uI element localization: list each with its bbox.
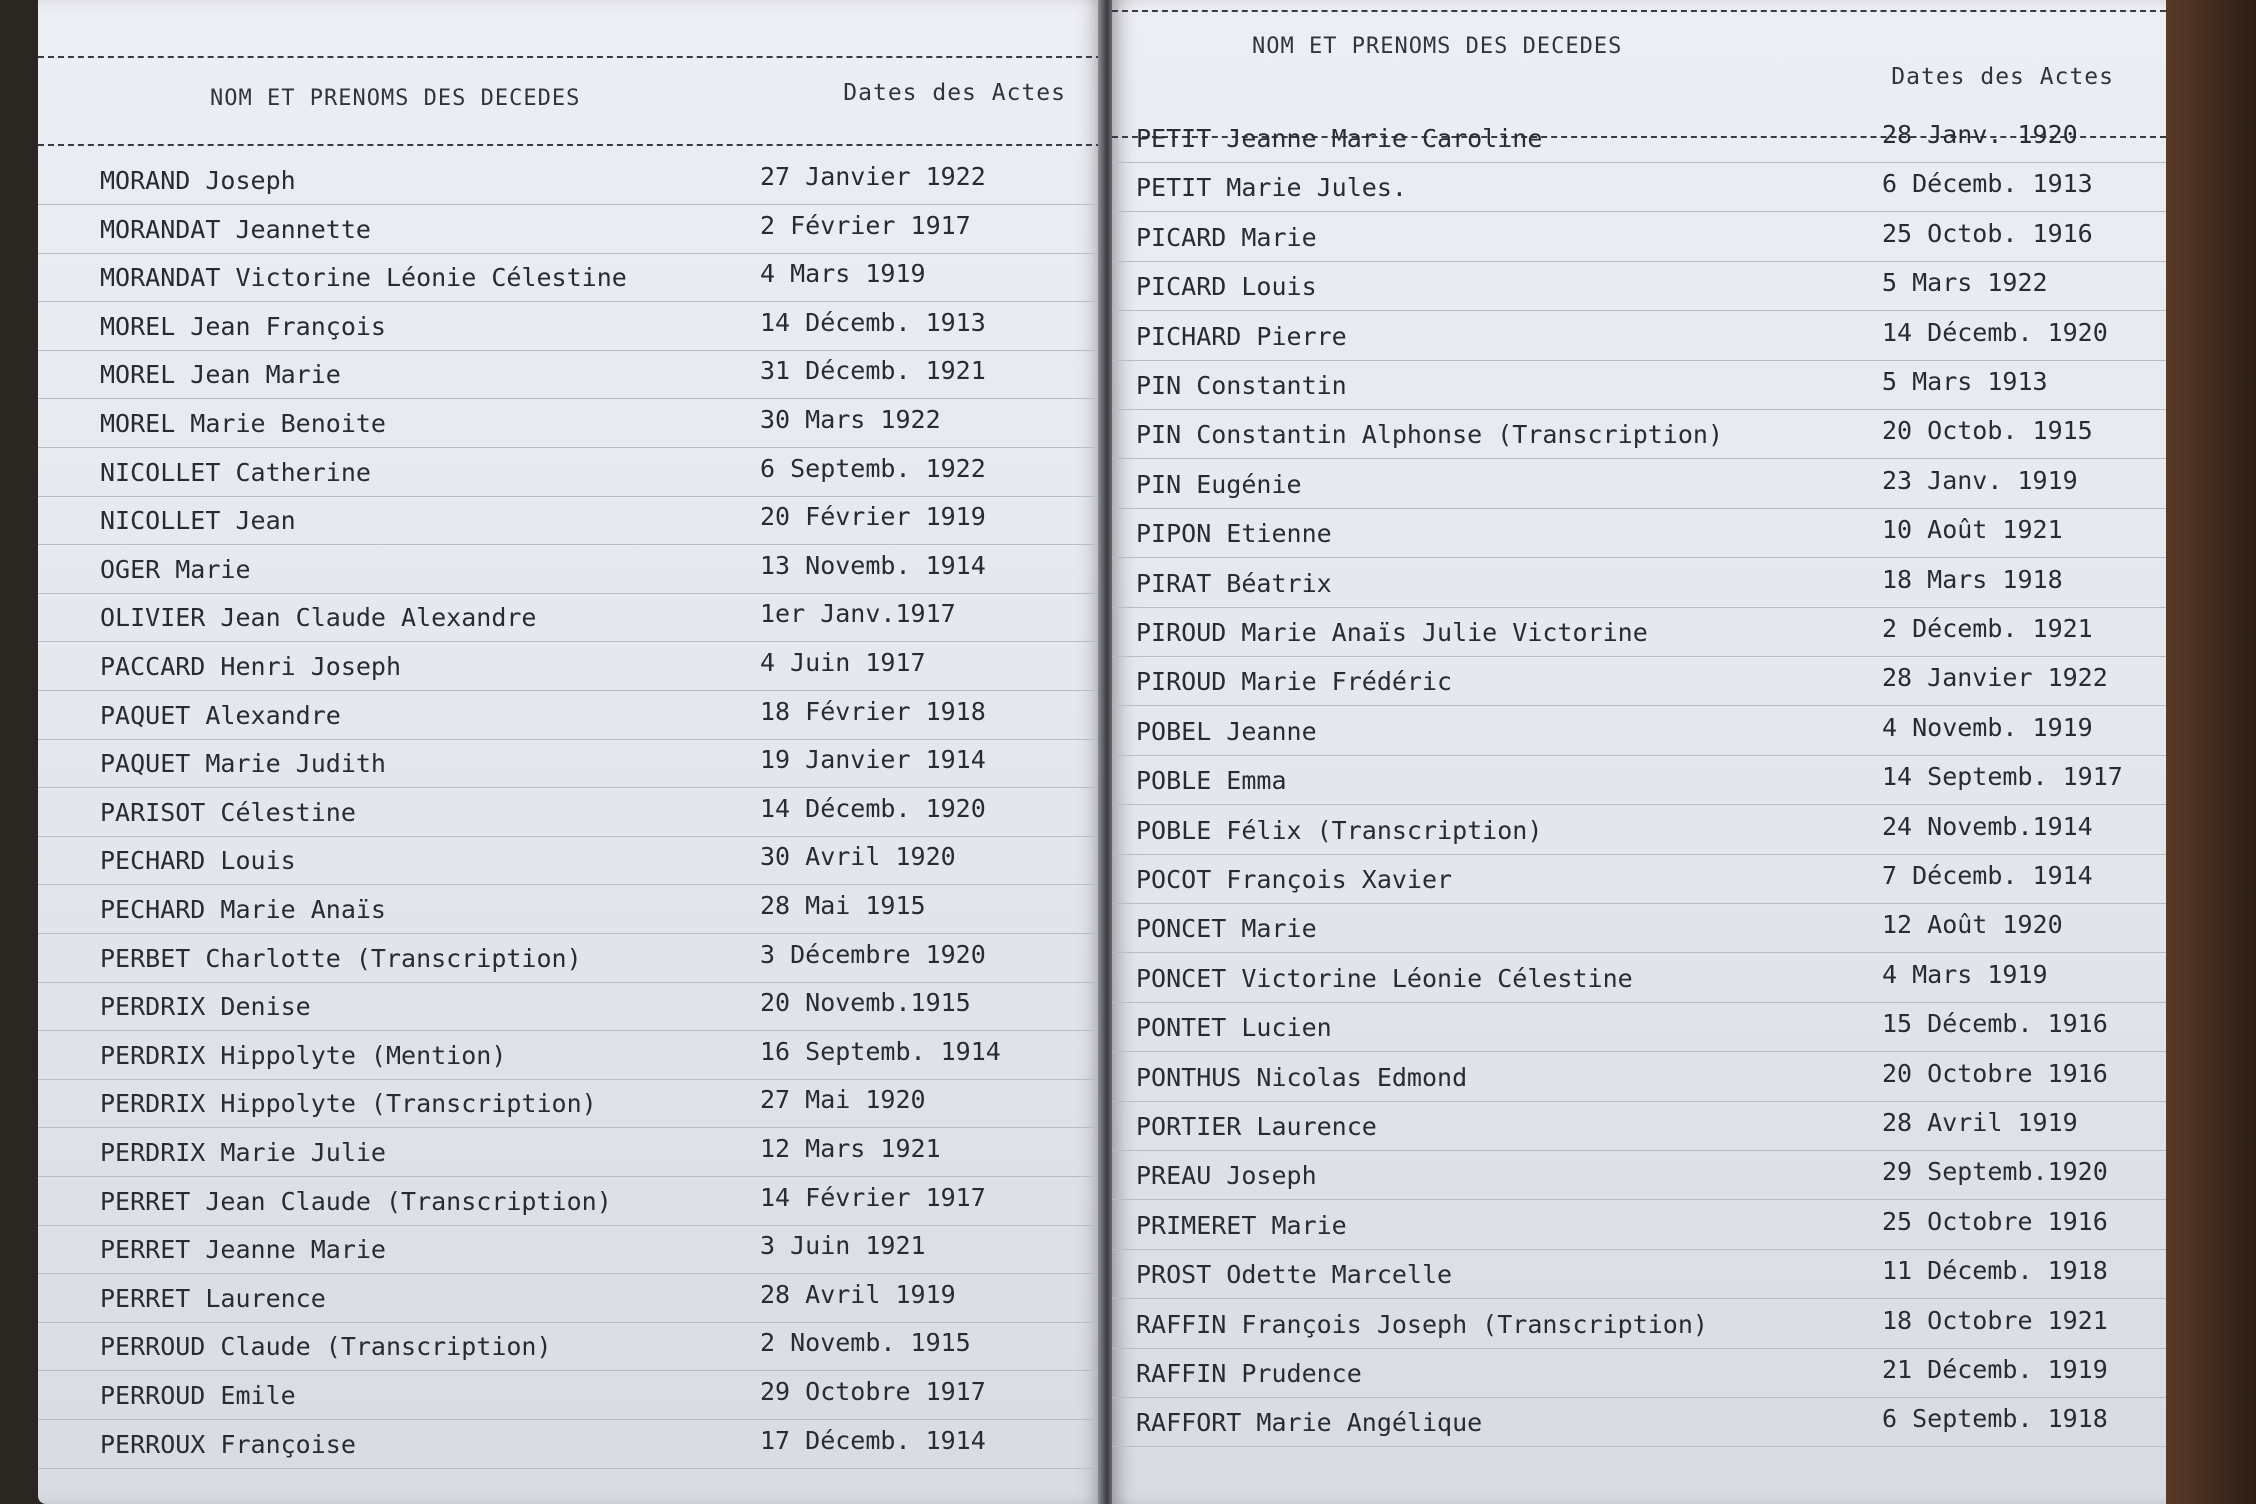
act-date: 18 Février 1918 (760, 696, 986, 726)
entry-row (1112, 365, 2166, 410)
entry-row (38, 1229, 1102, 1274)
entry-row (1112, 1057, 2166, 1102)
entry-row (38, 1035, 1102, 1080)
act-date: 1er Janv.1917 (760, 599, 956, 629)
act-date: 25 Octobre 1916 (1882, 1206, 2108, 1236)
entry-row (1112, 661, 2166, 706)
entry-row (1112, 1353, 2166, 1398)
entry-row (38, 695, 1102, 740)
deceased-name: RAFFORT Marie Angélique (1136, 1408, 1483, 1438)
entry-row (1112, 266, 2166, 311)
deceased-name: MORAND Joseph (100, 166, 296, 195)
act-date: 31 Décemb. 1921 (760, 356, 986, 386)
deceased-name: PONCET Victorine Léonie Célestine (1136, 963, 1633, 993)
deceased-name: PIROUD Marie Frédéric (1136, 667, 1453, 697)
entry-row (38, 549, 1102, 594)
deceased-name: PICARD Louis (1136, 272, 1317, 302)
entry-row (1112, 958, 2166, 1003)
entry-row (38, 840, 1102, 885)
entry-row (1112, 1402, 2166, 1447)
act-date: 20 Février 1919 (760, 502, 986, 532)
entry-row (38, 1375, 1102, 1420)
act-date: 30 Avril 1920 (760, 842, 956, 872)
deceased-name: PONTHUS Nicolas Edmond (1136, 1062, 1468, 1092)
act-date: 11 Décemb. 1918 (1882, 1256, 2108, 1286)
act-date: 28 Mai 1915 (760, 891, 926, 920)
act-date: 27 Mai 1920 (760, 1085, 926, 1115)
deceased-name: POBEL Jeanne (1136, 716, 1317, 746)
entry-row (38, 452, 1102, 497)
act-date: 28 Janv. 1920 (1882, 120, 2078, 149)
entry-row (1112, 612, 2166, 657)
act-date: 5 Mars 1913 (1882, 367, 2048, 396)
entry-row (38, 306, 1102, 351)
act-date: 19 Janvier 1914 (760, 745, 986, 775)
deceased-name: PERDRIX Denise (100, 992, 311, 1022)
act-date: 28 Avril 1919 (1882, 1108, 2078, 1137)
right-header-names: NOM ET PRENOMS DES DECEDES (1252, 34, 1623, 59)
entry-row (38, 889, 1102, 934)
entry-row (1112, 859, 2166, 904)
deceased-name: PERDRIX Marie Julie (100, 1138, 386, 1167)
deceased-name: MORANDAT Jeannette (100, 214, 371, 244)
act-date: 16 Septemb. 1914 (760, 1036, 1001, 1066)
entry-row (38, 160, 1102, 205)
entry-row (38, 938, 1102, 983)
deceased-name: PONCET Marie (1136, 914, 1317, 944)
deceased-name: PECHARD Marie Anaïs (100, 895, 386, 924)
entry-row (1112, 908, 2166, 953)
act-date: 24 Novemb.1914 (1882, 811, 2093, 841)
entry-row (1112, 760, 2166, 805)
entry-row (1112, 1155, 2166, 1200)
entry-row (38, 646, 1102, 691)
entry-row (38, 1278, 1102, 1323)
act-date: 27 Janvier 1922 (760, 162, 986, 191)
entry-row (38, 1132, 1102, 1177)
entry-row (38, 743, 1102, 788)
act-date: 15 Décemb. 1916 (1882, 1009, 2108, 1039)
act-date: 30 Mars 1922 (760, 405, 941, 434)
deceased-name: PAQUET Alexandre (100, 700, 341, 730)
deceased-name: PIN Constantin Alphonse (Transcription) (1136, 420, 1723, 450)
act-date: 2 Décemb. 1921 (1882, 614, 2093, 643)
left-header-names: NOM ET PRENOMS DES DECEDES (210, 86, 581, 111)
act-date: 23 Janv. 1919 (1882, 465, 2078, 495)
entry-row (38, 209, 1102, 254)
deceased-name: PROST Odette Marcelle (1136, 1260, 1453, 1290)
entry-row (1112, 1007, 2166, 1052)
deceased-name: PACCARD Henri Joseph (100, 652, 402, 681)
entry-row (1112, 316, 2166, 361)
entry-row (1112, 217, 2166, 262)
act-date: 13 Novemb. 1914 (760, 550, 986, 580)
entry-row (1112, 464, 2166, 509)
left-page (38, 0, 1102, 1504)
deceased-name: NICOLLET Jean (100, 506, 296, 536)
entry-row (38, 354, 1102, 399)
entry-row (1112, 810, 2166, 855)
book-cover-edge (2166, 0, 2256, 1504)
act-date: 17 Décemb. 1914 (760, 1425, 986, 1455)
deceased-name: PERRET Jeanne Marie (100, 1235, 386, 1265)
act-date: 21 Décemb. 1919 (1882, 1355, 2108, 1384)
act-date: 18 Octobre 1921 (1882, 1305, 2108, 1335)
entry-row (1112, 1205, 2166, 1250)
act-date: 2 Février 1917 (760, 210, 971, 240)
deceased-name: RAFFIN François Joseph (Transcription) (1136, 1309, 1708, 1339)
right-page (1112, 0, 2166, 1504)
deceased-name: PONTET Lucien (1136, 1013, 1332, 1043)
act-date: 20 Novemb.1915 (760, 988, 971, 1018)
act-date: 3 Juin 1921 (760, 1231, 926, 1261)
deceased-name: PECHARD Louis (100, 846, 296, 876)
act-date: 6 Décemb. 1913 (1882, 169, 2093, 199)
deceased-name: PERBET Charlotte (Transcription) (100, 943, 582, 973)
entry-row (38, 597, 1102, 642)
act-date: 3 Décembre 1920 (760, 939, 986, 969)
act-date: 4 Mars 1919 (760, 259, 926, 289)
act-date: 20 Octobre 1916 (1882, 1058, 2108, 1088)
deceased-name: PIROUD Marie Anaïs Julie Victorine (1136, 618, 1648, 647)
entry-row (1112, 118, 2166, 163)
deceased-name: PERRET Jean Claude (Transcription) (100, 1186, 612, 1216)
deceased-name: POBLE Félix (Transcription) (1136, 815, 1543, 845)
act-date: 14 Septemb. 1917 (1882, 762, 2123, 792)
deceased-name: MOREL Jean François (100, 311, 386, 341)
act-date: 20 Octob. 1915 (1882, 416, 2093, 446)
deceased-name: PETIT Marie Jules. (1136, 173, 1407, 203)
deceased-name: PRIMERET Marie (1136, 1210, 1347, 1240)
entry-row (1112, 513, 2166, 558)
act-date: 14 Décemb. 1913 (760, 307, 986, 337)
entry-row (38, 986, 1102, 1031)
deceased-name: OLIVIER Jean Claude Alexandre (100, 603, 537, 633)
entry-row (38, 792, 1102, 837)
entry-row (1112, 1254, 2166, 1299)
act-date: 18 Mars 1918 (1882, 564, 2063, 594)
act-date: 29 Octobre 1917 (760, 1377, 986, 1406)
entry-row (1112, 711, 2166, 756)
act-date: 14 Février 1917 (760, 1182, 986, 1212)
left-header (38, 56, 1102, 146)
deceased-name: PERROUX Françoise (100, 1429, 356, 1459)
act-date: 4 Juin 1917 (760, 648, 926, 677)
act-date: 6 Septemb. 1922 (760, 453, 986, 483)
act-date: 5 Mars 1922 (1882, 268, 2048, 298)
deceased-name: PERROUD Emile (100, 1381, 296, 1410)
entry-row (38, 500, 1102, 545)
entry-row (38, 257, 1102, 302)
deceased-name: MORANDAT Victorine Léonie Célestine (100, 263, 627, 293)
entry-row (38, 1326, 1102, 1371)
act-date: 7 Décemb. 1914 (1882, 861, 2093, 890)
entry-row (1112, 1304, 2166, 1349)
entry-row (1112, 1106, 2166, 1151)
act-date: 28 Avril 1919 (760, 1279, 956, 1309)
deceased-name: NICOLLET Catherine (100, 457, 371, 487)
entry-row (38, 1083, 1102, 1128)
deceased-name: PICHARD Pierre (1136, 321, 1347, 351)
deceased-name: PAQUET Marie Judith (100, 749, 386, 779)
deceased-name: POCOT François Xavier (1136, 865, 1453, 894)
deceased-name: PIN Eugénie (1136, 469, 1302, 499)
deceased-name: PICARD Marie (1136, 222, 1317, 252)
entry-row (1112, 414, 2166, 459)
deceased-name: PERDRIX Hippolyte (Mention) (100, 1040, 507, 1070)
deceased-name: PERDRIX Hippolyte (Transcription) (100, 1089, 597, 1119)
deceased-name: POBLE Emma (1136, 766, 1287, 796)
act-date: 6 Septemb. 1918 (1882, 1404, 2108, 1434)
deceased-name: PARISOT Célestine (100, 797, 356, 827)
deceased-name: OGER Marie (100, 554, 251, 584)
act-date: 12 Août 1920 (1882, 910, 2063, 940)
deceased-name: MOREL Marie Benoite (100, 409, 386, 438)
deceased-name: PORTIER Laurence (1136, 1112, 1377, 1141)
deceased-name: MOREL Jean Marie (100, 360, 341, 390)
act-date: 25 Octob. 1916 (1882, 218, 2093, 248)
deceased-name: PIRAT Béatrix (1136, 568, 1332, 598)
entry-row (38, 1181, 1102, 1226)
deceased-name: PETIT Jeanne Marie Caroline (1136, 124, 1543, 153)
deceased-name: PREAU Joseph (1136, 1161, 1317, 1191)
act-date: 29 Septemb.1920 (1882, 1157, 2108, 1187)
right-header-dates: Dates des Actes (1891, 64, 2114, 90)
entry-row (38, 1424, 1102, 1469)
entry-row (1112, 167, 2166, 212)
act-date: 10 Août 1921 (1882, 515, 2063, 545)
deceased-name: PERROUD Claude (Transcription) (100, 1332, 552, 1362)
act-date: 28 Janvier 1922 (1882, 663, 2108, 693)
left-header-dates: Dates des Actes (843, 80, 1066, 106)
act-date: 4 Mars 1919 (1882, 959, 2048, 989)
deceased-name: PERRET Laurence (100, 1283, 326, 1313)
act-date: 14 Décemb. 1920 (1882, 317, 2108, 347)
entry-row (38, 403, 1102, 448)
act-date: 12 Mars 1921 (760, 1134, 941, 1163)
deceased-name: PIN Constantin (1136, 371, 1347, 400)
act-date: 2 Novemb. 1915 (760, 1328, 971, 1358)
act-date: 4 Novemb. 1919 (1882, 712, 2093, 742)
deceased-name: PIPON Etienne (1136, 519, 1332, 549)
act-date: 14 Décemb. 1920 (760, 793, 986, 823)
entry-row (1112, 563, 2166, 608)
deceased-name: RAFFIN Prudence (1136, 1359, 1362, 1388)
